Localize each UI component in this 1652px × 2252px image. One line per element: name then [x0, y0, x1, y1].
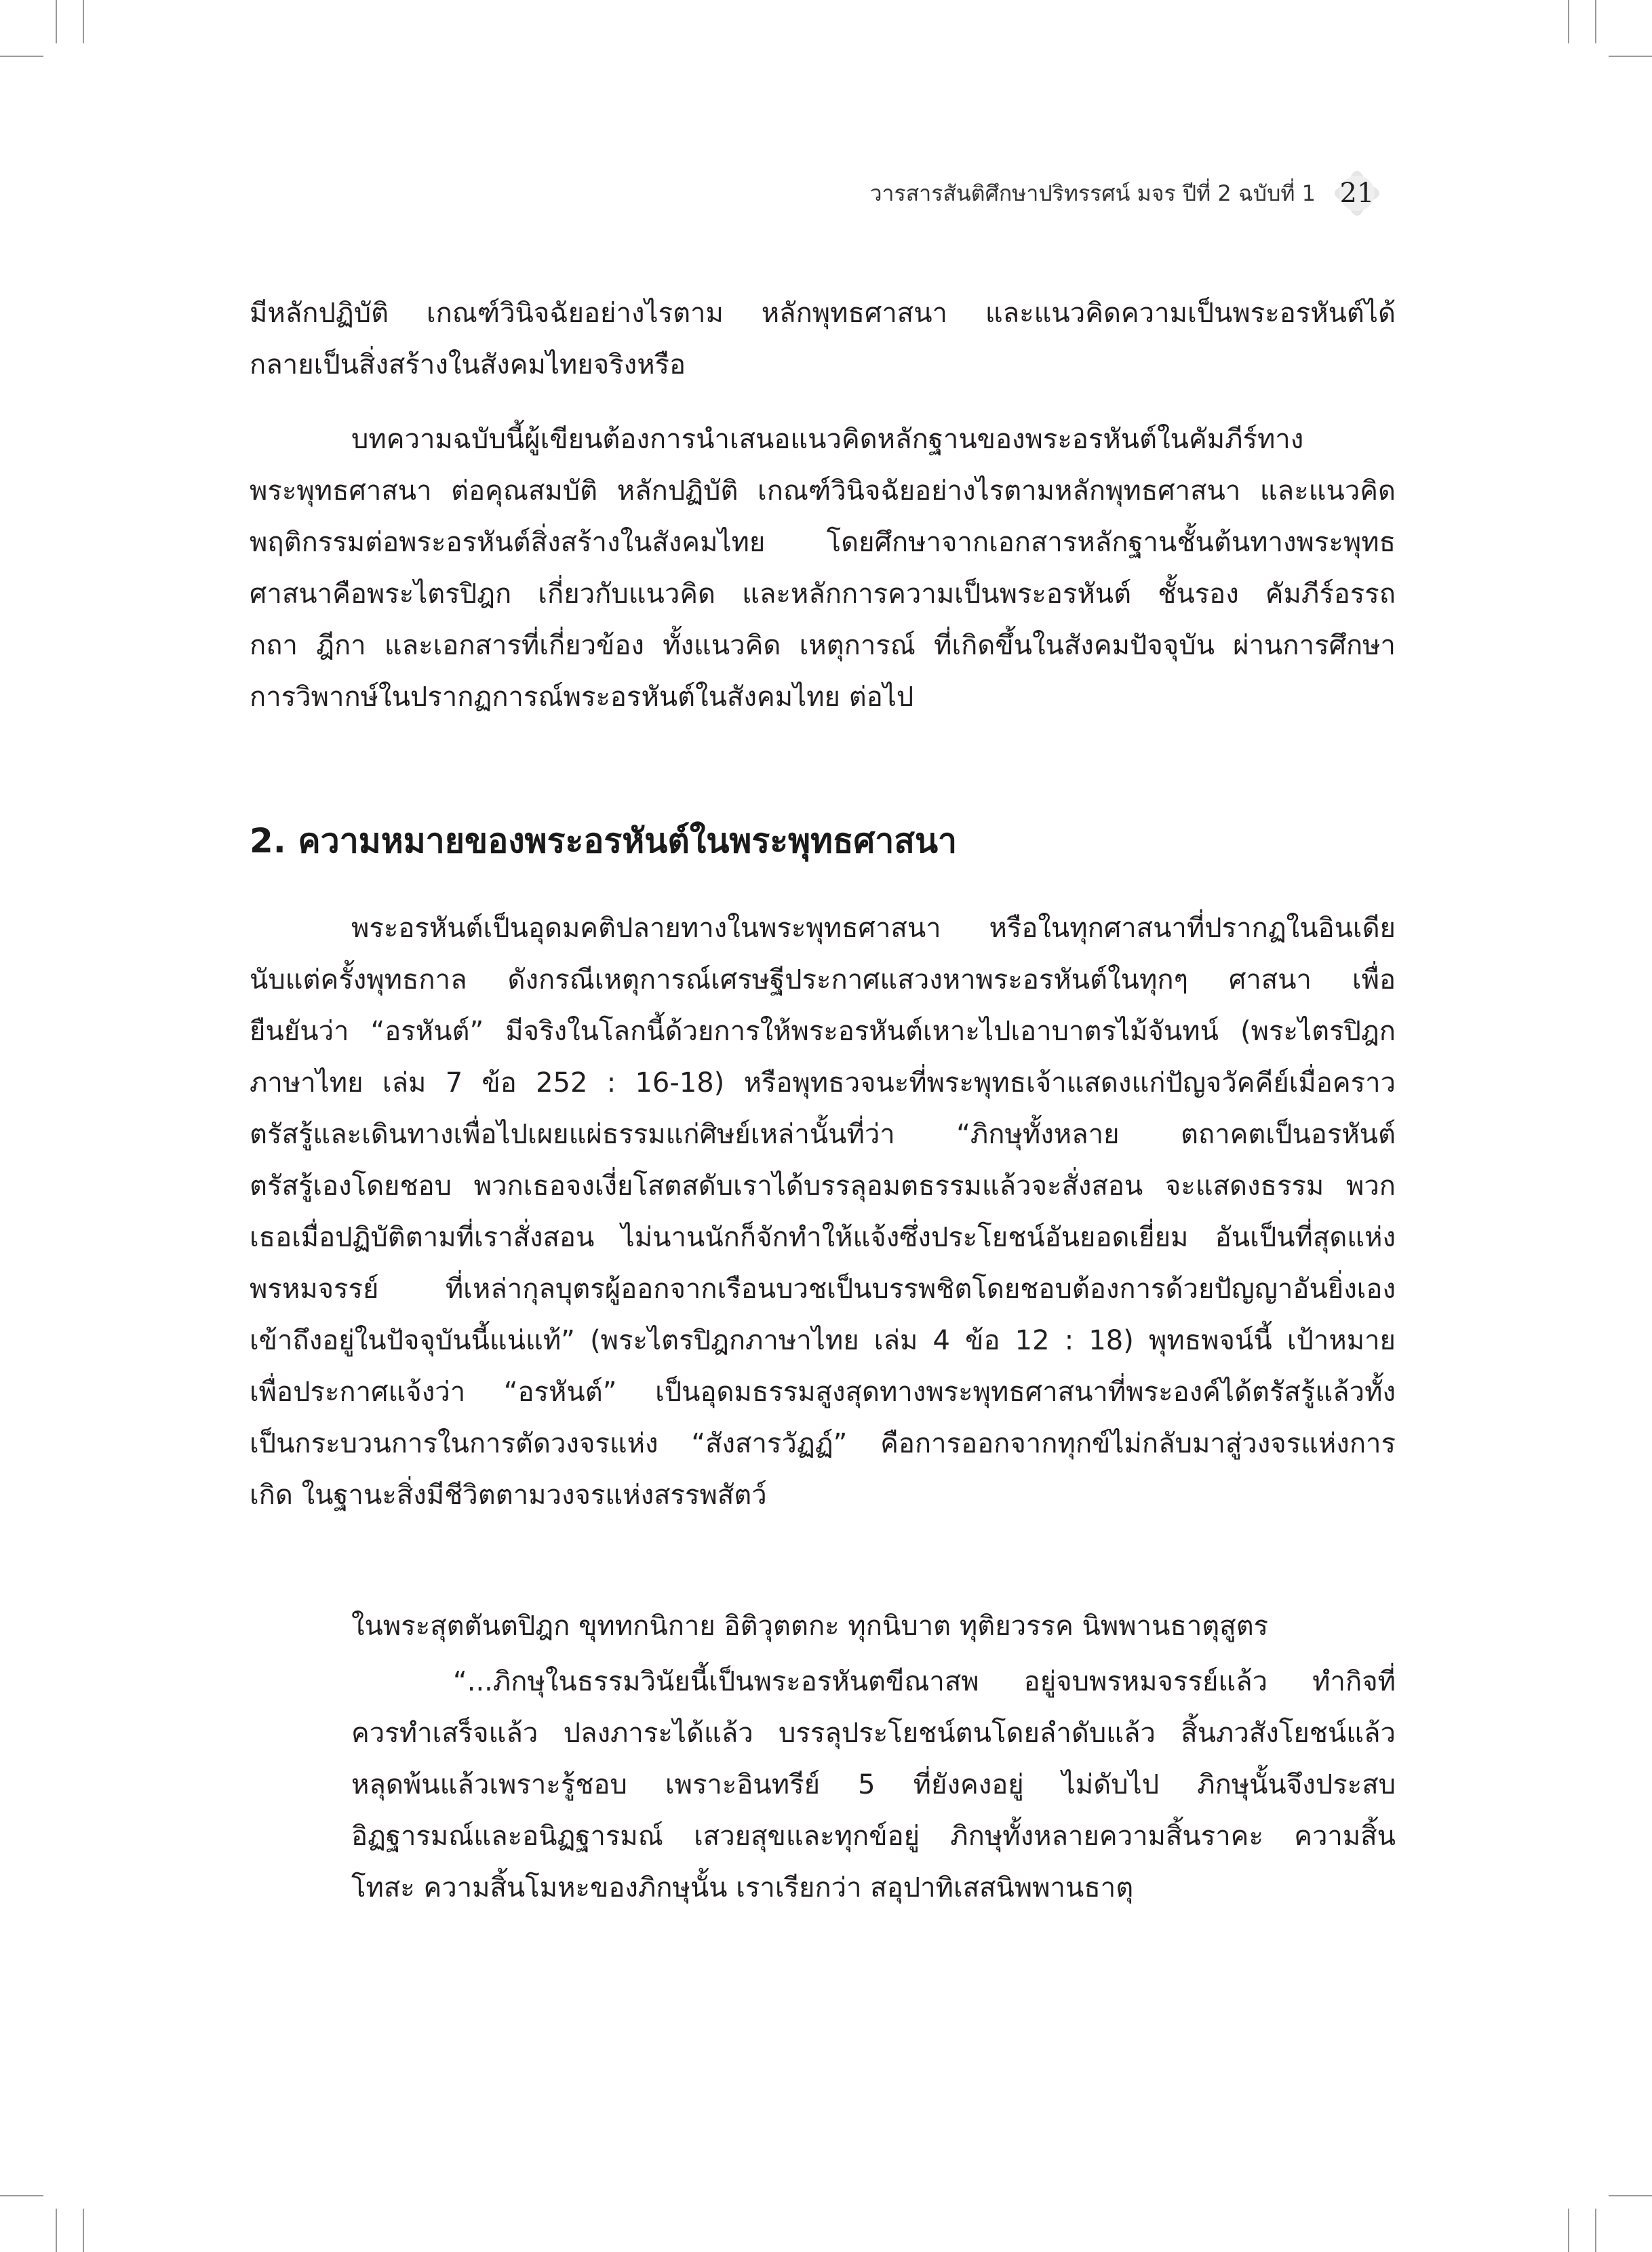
- text-line: เป็นกระบวนการในการตัดวงจรแห่ง “สังสารวัฏฏ์” คือการออกจากทุกข์ไม่กลับมาสู่วงจรแห่งการ: [250, 1428, 1396, 1459]
- crop-mark: [1568, 0, 1569, 43]
- text-line: “...ภิกษุในธรรมวินัยนี้เป็นพระอรหันตขีณาสพ อยู่จบพรหมจรรย์แล้ว ทำกิจที่: [453, 1666, 1396, 1697]
- crop-mark: [1595, 2209, 1596, 2252]
- section-paragraph: [250, 903, 1396, 1521]
- text-line: พฤติกรรมต่อพระอรหันต์สิ่งสร้างในสังคมไทย โดยศึกษาจากเอกสารหลักฐานชั้นต้นทางพระพุทธ: [250, 527, 1396, 558]
- text-line: พระพุทธศาสนา ต่อคุณสมบัติ หลักปฏิบัติ เกณฑ์วินิจฉัยอย่างไรตามหลักพุทธศาสนา และแนวคิด: [250, 475, 1396, 507]
- running-header: [870, 170, 1381, 217]
- text-line: นับแต่ครั้งพุทธกาล ดังกรณีเหตุการณ์เศรษฐีประกาศแสวงหาพระอรหันต์ในทุกๆ ศาสนา เพื่อ: [250, 964, 1396, 995]
- text-line: การวิพากษ์ในปรากฏการณ์พระอรหันต์ในสังคมไทย ต่อไป: [250, 681, 914, 713]
- crop-mark: [56, 0, 57, 43]
- text-line: เพื่อประกาศแจ้งว่า “อรหันต์” เป็นอุดมธรรมสูงสุดทางพระพุทธศาสนาที่พระองค์ได้ตรัสรู้แล้วทั้ง: [250, 1377, 1396, 1408]
- crop-mark: [1609, 2195, 1652, 2196]
- crop-mark: [83, 0, 84, 43]
- text-line: อิฏฐารมณ์และอนิฏฐารมณ์ เสวยสุขและทุกข์อยู่ ภิกษุทั้งหลายความสิ้นราคะ ความสิ้น: [351, 1821, 1396, 1852]
- text-line: ควรทำเสร็จแล้ว ปลงภาระได้แล้ว บรรลุประโยชน์ตนโดยลำดับแล้ว สิ้นภวสังโยชน์แล้ว: [351, 1718, 1396, 1749]
- journal-title: วารสารสันติศึกษาปริทรรศน์ มจร ปีที่ 2 ฉบับที่ 1: [869, 180, 1316, 206]
- text-line: กถา ฎีกา และเอกสารที่เกี่ยวข้อง ทั้งแนวคิด เหตุการณ์ ที่เกิดขึ้นในสังคมปัจจุบัน ผ่านการศึกษา: [250, 630, 1396, 661]
- intro-paragraph: [250, 288, 1396, 391]
- text-line: ศาสนาคือพระไตรปิฎก เกี่ยวกับแนวคิด และหลักการความเป็นพระอรหันต์ ชั้นรอง คัมภีร์อรรถ: [250, 578, 1396, 610]
- scripture-reference: ในพระสุตตันตปิฎก ขุททกนิกาย อิติวุตตกะ ทุกนิบาต ทุติยวรรค นิพพานธาตุสูตร: [351, 1611, 1269, 1642]
- crop-mark: [56, 2209, 57, 2252]
- text-line: พระอรหันต์เป็นอุดมคติปลายทางในพระพุทธศาสนา หรือในทุกศาสนาที่ปรากฏในอินเดีย: [351, 913, 1396, 944]
- text-line: ตรัสรู้และเดินทางเพื่อไปเผยแผ่ธรรมแก่ศิษย์เหล่านั้นที่ว่า “ภิกษุทั้งหลาย ตถาคตเป็นอรหันต์: [250, 1119, 1396, 1150]
- purpose-paragraph: [250, 414, 1396, 723]
- text-line: โทสะ ความสิ้นโมหะของภิกษุนั้น เราเรียกว่า สอุปาทิเสสนิพพานธาตุ: [351, 1872, 1134, 1903]
- text-line: พรหมจรรย์ ที่เหล่ากุลบุตรผู้ออกจากเรือนบวชเป็นบรรพชิตโดยชอบต้องการด้วยปัญญาอันยิ่งเอง: [250, 1273, 1396, 1305]
- text-line: บทความฉบับนี้ผู้เขียนต้องการนำเสนอแนวคิดหลักฐานของพระอรหันต์ในคัมภีร์ทาง: [351, 424, 1304, 455]
- text-line: ยืนยันว่า “อรหันต์” มีจริงในโลกนี้ด้วยการให้พระอรหันต์เหาะไปเอาบาตรไม้จันทน์ (พระไตรปิฎก: [250, 1016, 1396, 1047]
- text-line: เกิด ในฐานะสิ่งมีชีวิตตามวงจรแห่งสรรพสัตว์: [250, 1480, 767, 1511]
- text-line: มีหลักปฏิบัติ เกณฑ์วินิจฉัยอย่างไรตาม หลักพุทธศาสนา และแนวคิดความเป็นพระอรหันต์ได้: [250, 298, 1396, 329]
- crop-mark: [0, 56, 43, 57]
- text-line: เข้าถึงอยู่ในปัจจุบันนี้แน่แท้” (พระไตรปิฎกภาษาไทย เล่ม 4 ข้อ 12 : 18) พุทธพจน์นี้ เป้าหมาย: [250, 1325, 1396, 1356]
- page-number: [1333, 170, 1381, 217]
- quotation-block: [351, 1656, 1396, 1914]
- crop-mark: [83, 2209, 84, 2252]
- crop-mark: [0, 2195, 43, 2196]
- text-line: เธอเมื่อปฏิบัติตามที่เราสั่งสอน ไม่นานนักก็จักทำให้แจ้งซึ่งประโยชน์อันยอดเยี่ยม อันเป็นที่สุดแห่ง: [250, 1222, 1396, 1253]
- crop-mark: [1568, 2209, 1569, 2252]
- text-line: กลายเป็นสิ่งสร้างในสังคมไทยจริงหรือ: [250, 349, 686, 380]
- text-line: หลุดพ้นแล้วเพราะรู้ชอบ เพราะอินทรีย์ 5 ที่ยังคงอยู่ ไม่ดับไป ภิกษุนั้นจึงประสบ: [351, 1769, 1396, 1800]
- text-line: ภาษาไทย เล่ม 7 ข้อ 252 : 16-18) หรือพุทธวจนะที่พระพุทธเจ้าแสดงแก่ปัญจวัคคีย์เมื่อคราว: [250, 1067, 1396, 1099]
- page-number-text: 21: [1339, 178, 1375, 209]
- crop-mark: [1595, 0, 1596, 43]
- crop-mark: [1609, 56, 1652, 57]
- section-heading: 2. ความหมายของพระอรหันต์ในพระพุทธศาสนา: [250, 821, 958, 861]
- text-line: ตรัสรู้เองโดยชอบ พวกเธอจงเงี่ยโสตสดับเราได้บรรลุอมตธรรมแล้วจะสั่งสอน จะแสดงธรรม พวก: [250, 1170, 1396, 1202]
